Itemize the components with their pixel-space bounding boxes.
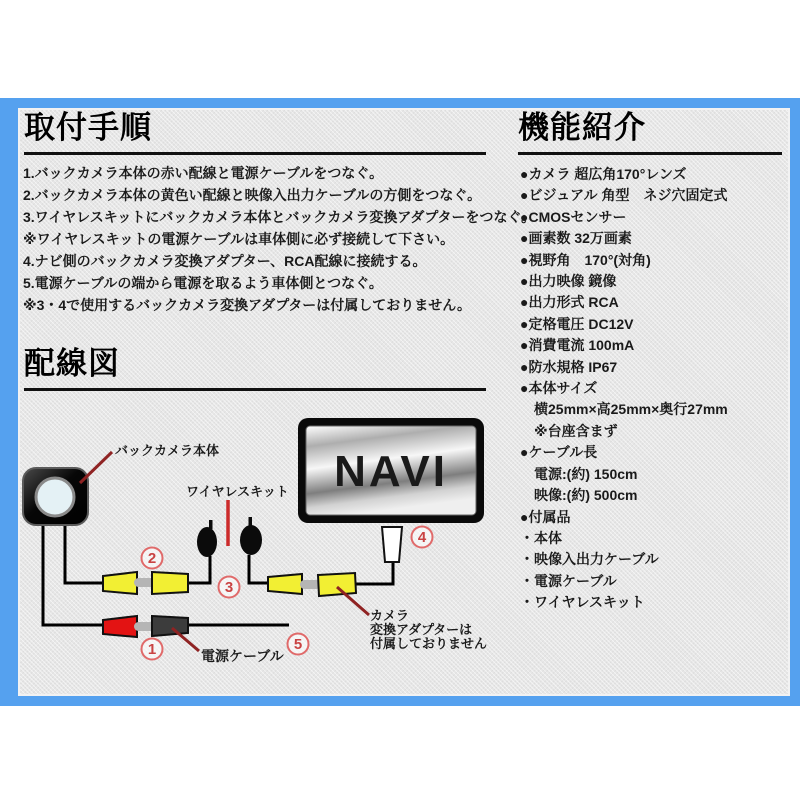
camera-pointer-line: [80, 452, 112, 483]
install-step: 1.バックカメラ本体の赤い配線と電源ケーブルをつなぐ。: [23, 165, 384, 181]
svg-text:4: 4: [417, 529, 427, 546]
feature-item: ●CMOSセンサー: [520, 208, 627, 225]
camera-power-wire: [43, 525, 103, 625]
power-cable-label: 電源ケーブル: [201, 648, 284, 664]
feature-item: ●定格電圧 DC12V: [520, 315, 634, 332]
feature-item: ●防水規格 IP67: [520, 358, 618, 375]
camera-lens: [36, 478, 74, 516]
feature-item: ●本体サイズ: [520, 380, 598, 397]
install-step: ※3・4で使用するバックカメラ変換アダプターは付属しておりません。: [23, 297, 472, 313]
feature-item: ●出力映像 鏡像: [520, 273, 617, 290]
feature-item: ●ケーブル長: [520, 444, 598, 461]
camera-label: バックカメラ本体: [115, 443, 220, 458]
feature-item: ●カメラ 超広角170°レンズ: [520, 166, 687, 182]
feature-item: ●視野角 170°(対角): [520, 251, 651, 268]
antenna-stub: [209, 520, 213, 529]
antenna-stub: [249, 517, 253, 526]
navi-label: NAVI: [334, 447, 448, 496]
feature-item: ●ビジュアル 角型 ネジ穴固定式: [520, 187, 728, 204]
feature-item: ・電源ケーブル: [520, 572, 617, 589]
feature-item: ・映像入出力ケーブル: [520, 551, 659, 568]
install-steps: [23, 162, 535, 316]
callout-2: [142, 548, 163, 569]
feature-item: ●消費電流 100mA: [520, 337, 635, 354]
adapter-note-line2: 変換アダプターは: [370, 622, 473, 637]
content-panel: [18, 108, 790, 696]
feature-item: ・本体: [520, 529, 562, 546]
svg-text:3: 3: [224, 579, 234, 596]
callout-1: [142, 639, 163, 660]
wire-to-transmitter: [188, 556, 210, 583]
install-step: 2.バックカメラ本体の黄色い配線と映像入出力ケーブルの方側をつなぐ。: [23, 187, 482, 203]
wiring-title-underline: [24, 388, 486, 391]
callout-4: [412, 527, 433, 548]
power-cable-connector: [152, 616, 188, 636]
feature-item: ●付属品: [520, 508, 571, 525]
wireless-transmitter: [197, 527, 217, 557]
feature-item: ●画素数 32万画素: [520, 230, 632, 247]
callout-3: [219, 577, 240, 598]
feature-item: ・ワイヤレスキット: [520, 594, 645, 611]
svg-text:2: 2: [147, 550, 157, 567]
navi-adapter-connector: [382, 527, 402, 562]
blue-frame: [0, 98, 800, 706]
red-power-connector: [103, 616, 137, 637]
adapter-note-line1: カメラ: [370, 608, 410, 623]
yellow-connector: [103, 572, 137, 594]
yellow-connector: [152, 572, 188, 594]
feature-item: 電源:(約) 150cm: [520, 465, 638, 482]
wire-from-receiver: [249, 555, 268, 583]
svg-text:5: 5: [293, 636, 303, 653]
install-title-underline: [24, 152, 486, 155]
yellow-connector: [268, 574, 302, 594]
adapter-note-line3: 付属しておりません: [370, 636, 488, 651]
wiring-diagram: [18, 395, 500, 680]
features-title-underline: [518, 152, 782, 155]
wire-to-navi-adapter: [355, 561, 393, 584]
wiring-title: 配線図: [24, 346, 120, 381]
install-step: 5.電源ケーブルの端から電源を取るよう車体側とつなぐ。: [23, 275, 383, 291]
features-list: [520, 164, 728, 614]
feature-item: ※台座含まず: [520, 422, 618, 439]
feature-item: 横25mm×高25mm×奥行27mm: [520, 401, 728, 418]
wireless-receiver: [240, 525, 262, 555]
features-title: 機能紹介: [518, 110, 646, 145]
callout-5: [288, 634, 309, 655]
yellow-connector: [318, 573, 356, 596]
wireless-label: ワイヤレスキット: [186, 484, 289, 499]
install-step: ※ワイヤレスキットの電源ケーブルは車体側に必ず接続して下さい。: [23, 231, 455, 247]
camera-video-wire: [65, 525, 103, 583]
install-step: 4.ナビ側のバックカメラ変換アダプター、RCA配線に接続する。: [23, 253, 427, 269]
feature-item: 映像:(約) 500cm: [520, 487, 638, 504]
svg-text:1: 1: [147, 641, 157, 658]
feature-item: ●出力形式 RCA: [520, 294, 619, 311]
install-step: 3.ワイヤレスキットにバックカメラ本体とバックカメラ変換アダプターをつなぐ。: [23, 209, 536, 225]
install-title: 取付手順: [24, 110, 152, 145]
